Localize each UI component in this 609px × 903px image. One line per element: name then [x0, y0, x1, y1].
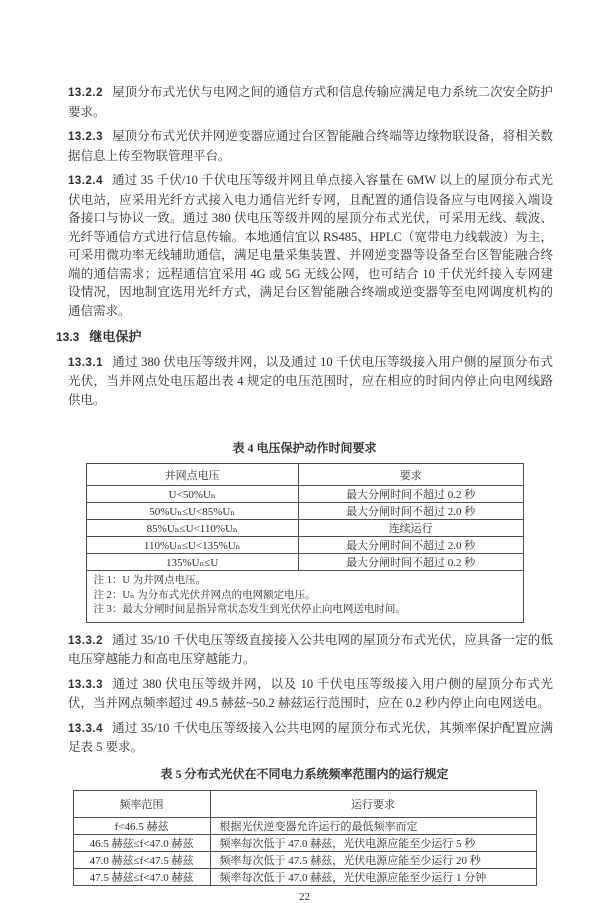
- clause-number: 13.3.4: [68, 722, 103, 735]
- clause-text: 通过 35/10 千伏电压等级接入公共电网的屋顶分布式光伏，其频率保护配置应满足表 5 要求。: [68, 720, 553, 754]
- clause-text: 通过 380 伏电压等级并网，以及 10 千伏电压等级接入用户侧的屋顶分布式光伏，当并网点频率超过 49.5 赫兹~50.2 赫兹运行范围时，应在 0.2 秒内停止向电网送电。: [68, 676, 553, 710]
- clause-text: 通过 35/10 千伏电压等级直接接入公共电网的屋顶分布式光伏，应具备一定的低电压穿越能力和高电压穿越能力。: [68, 632, 553, 666]
- table-row: [86, 537, 523, 554]
- table-row: [73, 834, 536, 851]
- table-row: [86, 554, 523, 571]
- clause-text: 屋顶分布式光伏与电网之间的通信方式和信息传输应满足电力系统二次安全防护要求。: [68, 85, 553, 119]
- frequency-range-cell: 46.5 赫兹≤f<47.0 赫兹: [73, 834, 210, 851]
- requirement-cell: 最大分闸时间不超过 2.0 秒: [298, 537, 523, 554]
- section-heading-13-3: [56, 328, 553, 347]
- table4-notes-row: [86, 571, 523, 623]
- clause-text: 屋顶分布式光伏并网逆变器应通过台区智能融合终端等边缘物联设备，将相关数据信息上传至物联管理平台。: [68, 129, 553, 163]
- voltage-cell: U<50%Uₙ: [86, 486, 298, 503]
- requirement-cell: 频率每次低于 47.5 赫兹，光伏电源应能至少运行 20 秒: [210, 851, 536, 868]
- table5-title: 表 5 分布式光伏在不同电力系统频率范围内的运行规定: [160, 766, 449, 781]
- requirement-cell: 频率每次低于 47.0 赫兹，光伏电源应能至少运行 1 分钟: [210, 868, 536, 885]
- table5-frequency-rules: [73, 790, 537, 886]
- requirement-cell: 根据光伏逆变器允许运行的最低频率而定: [210, 817, 536, 834]
- requirement-cell: 最大分闸时间不超过 0.2 秒: [298, 554, 523, 571]
- clause-number: 13.3.3: [68, 678, 103, 691]
- requirement-cell: 最大分闸时间不超过 2.0 秒: [298, 503, 523, 520]
- table-row: [73, 851, 536, 868]
- clause-number: 13.2.3: [68, 131, 103, 143]
- clause-13-3-4: [68, 719, 553, 757]
- section-title: 继电保护: [89, 329, 142, 344]
- requirement-cell: 频率每次低于 47.0 赫兹，光伏电源应能至少运行 5 秒: [210, 834, 536, 851]
- table-row: [86, 486, 523, 503]
- table-row: [86, 520, 523, 537]
- clause-13-3-2: [68, 631, 553, 669]
- table4-header-voltage: 并网点电压: [86, 464, 298, 486]
- clause-13-3-3: [68, 675, 553, 713]
- voltage-cell: 85%Uₙ≤U<110%Uₙ: [86, 520, 298, 537]
- clause-number: 13.2.4: [68, 175, 103, 187]
- clause-text: 通过 35 千伏/10 千伏电压等级并网且单点接入容量在 6MW 以上的屋顶分布式光伏电站，应采用光纤方式接入电力通信光纤专网，且配置的通信设备应与电网接入端设备接口与协议一致。通过 380 伏电压等级并网的屋顶分布式光伏，可采用无线、载波、光纤等通信方式进行信息传输。本地通信宜以 RS485、HPLC（宽带电力线载波）为主，可采用微功率无线辅助通信，满足电量采集装置、并网逆变器等设备至台区智能融合终端的通信需求；远程通信宜采用 4G 或 5G 无线公网，也可结合 10 千伏光纤接入专网建设情况，因地制宜选用光纤方式，满足台区智能融合终端或逆变器等至电网调度机构的通信需求。: [68, 173, 553, 318]
- clause-text: 通过 380 伏电压等级并网，以及通过 10 千伏电压等级接入用户侧的屋顶分布式光伏，当并网点处电压超出表 4 规定的电压范围时，应在相应的时间内停止向电网线路供电。: [68, 354, 553, 407]
- table4-header: [86, 464, 523, 486]
- table4-header-requirement: 要求: [298, 464, 523, 486]
- requirement-cell: 连续运行: [298, 520, 523, 537]
- table5-header-requirement: 运行要求: [210, 790, 536, 817]
- clause-13-2-4: [68, 171, 553, 320]
- voltage-cell: 50%Uₙ≤U<85%Uₙ: [86, 503, 298, 520]
- page-number: 22: [299, 890, 310, 903]
- clause-number: 13.3.1: [68, 356, 103, 369]
- table-note: 注 3：最大分闸时间是指异常状态发生到光伏停止向电网送电时间。: [93, 604, 406, 615]
- clause-13-3-1: [68, 353, 553, 410]
- table-header-row: [73, 790, 536, 817]
- table-row: [73, 817, 536, 834]
- table4-voltage-protection: [86, 463, 524, 623]
- frequency-range-cell: 47.0 赫兹≤f<47.5 赫兹: [73, 851, 210, 868]
- voltage-cell: 110%Uₙ≤U<135%Uₙ: [86, 537, 298, 554]
- table-row: [86, 503, 523, 520]
- table4-title: 表 4 电压保护动作时间要求: [232, 441, 377, 455]
- frequency-range-cell: f<46.5 赫兹: [73, 817, 210, 834]
- requirement-cell: 最大分闸时间不超过 0.2 秒: [298, 486, 523, 503]
- table-header-row: [86, 464, 523, 486]
- table5-header: [73, 790, 536, 817]
- table-note: 注 1：U 为并网点电压。: [93, 575, 207, 586]
- clause-number: 13.2.2: [68, 87, 103, 99]
- voltage-cell: 135%Uₙ≤U: [86, 554, 298, 571]
- table-note: 注 2：Uₙ 为分布式光伏并网点的电网额定电压。: [93, 589, 316, 601]
- clause-number: 13.3.2: [68, 634, 103, 647]
- frequency-range-cell: 47.5 赫兹≤f<47.0 赫兹: [73, 868, 210, 885]
- table5-header-range: 频率范围: [73, 790, 210, 817]
- section-number: 13.3: [56, 330, 80, 344]
- clause-13-2-3: [68, 127, 553, 165]
- clause-13-2-2: [68, 83, 553, 121]
- table-row: [73, 868, 536, 885]
- table4-notes: [86, 571, 523, 623]
